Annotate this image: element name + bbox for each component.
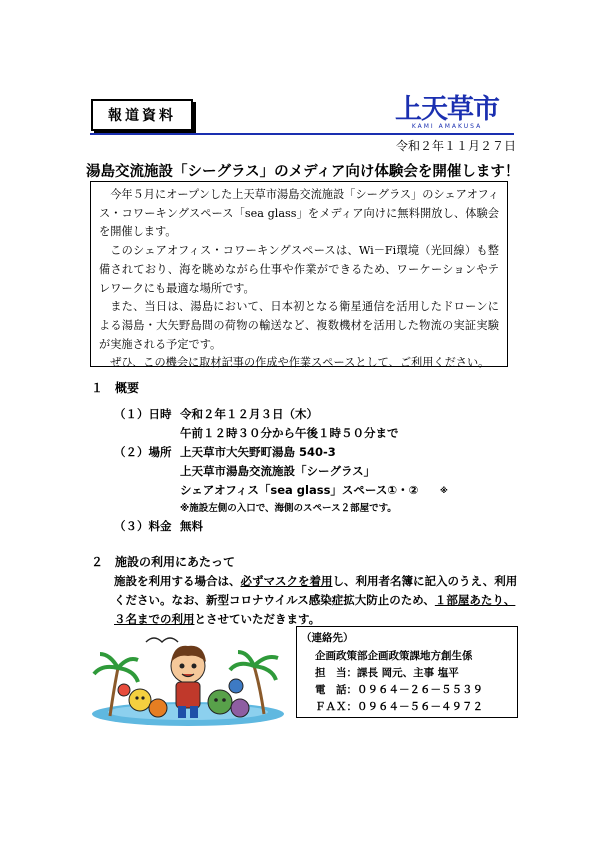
place-label: （２）場所	[114, 445, 172, 459]
place-facility: 上天草市湯島交流施設「シーグラス」	[180, 464, 376, 478]
usage-text	[114, 572, 524, 629]
place-note: ※施設左側の入口で、海側のスペース２部屋です。	[180, 503, 397, 514]
section-1-title: １ 概要	[91, 381, 140, 395]
mask-requirement: 必ずマスクを着用	[240, 574, 333, 588]
intro-paragraph: このシェアオフィス・コワーキングスペースは、Wi－Fi環境（光回線）も整備されており、海を眺めながら仕事や作業ができるため、ワーケーションやテレワークにも最適な場所です。	[99, 244, 499, 295]
place-address: 上天草市大矢野町湯島 540-3	[180, 445, 336, 459]
datetime-label: （１）日時	[114, 407, 172, 421]
intro-paragraph: 今年５月にオープンした上天草市湯島交流施設「シーグラス」のシェアオフィス・コワーキングスペース「sea glass」をメディア向けに無料開放し、体験会を開催します。	[99, 188, 499, 239]
contact-fax: ＦＡＸ：０９６４－５６－４９７２	[315, 701, 483, 713]
datetime-value: 令和２年１２月３日（木）	[180, 407, 318, 421]
contact-tel: 電 話：０９６４－２６－５５３９	[315, 684, 483, 696]
contact-box	[296, 626, 518, 718]
press-release-label: 報道資料	[91, 99, 193, 131]
logo-subtext: KAMI AMAKUSA	[411, 123, 483, 130]
fee-label: （３）料金	[114, 519, 172, 533]
contact-dept: 企画政策部企画政策課地方創生係	[315, 650, 473, 662]
place-mark: ※	[440, 486, 448, 495]
release-date: 令和２年１１月２７日	[395, 139, 516, 153]
intro-paragraph: また、当日は、湯島において、日本初となる衛星通信を活用したドローンによる湯島・大矢野島間の荷物の輸送など、複数機材を活用した物流の実証実験が実施される予定です。	[99, 300, 499, 351]
fee-value: 無料	[180, 519, 203, 533]
section-2-title: ２ 施設の利用にあたって	[91, 555, 236, 569]
header-rule	[90, 133, 514, 135]
kamiamakusa-logo	[383, 96, 511, 130]
contact-label: （連絡先）	[301, 632, 354, 644]
intro-paragraph: ぜひ、この機会に取材記事の作成や作業スペースとして、ご利用ください。	[110, 356, 490, 370]
mascot-illustration	[88, 628, 288, 730]
page-title: 湯島交流施設「シーグラス」のメディア向け体験会を開催します！	[86, 164, 520, 180]
logo-text: 上天草市	[395, 94, 499, 125]
place-space: シェアオフィス「sea glass」スペース①・②	[180, 483, 419, 497]
usage-text-part: し、利用者名簿に記入のうえ、利用ください。なお、新型コロナウイルス感染症拡大防止のため、	[114, 574, 518, 607]
intro-box	[90, 181, 508, 370]
usage-text-part: 施設を利用する場合は、	[114, 574, 241, 588]
capacity-limit: １部屋あたり、３名までの利用	[114, 593, 516, 626]
time-value: 午前１２時３０分から午後１時５０分まで	[180, 426, 399, 440]
usage-text-part: とさせていただきます。	[194, 612, 321, 626]
contact-staff: 担 当：課長 岡元、主事 塩平	[315, 667, 459, 679]
